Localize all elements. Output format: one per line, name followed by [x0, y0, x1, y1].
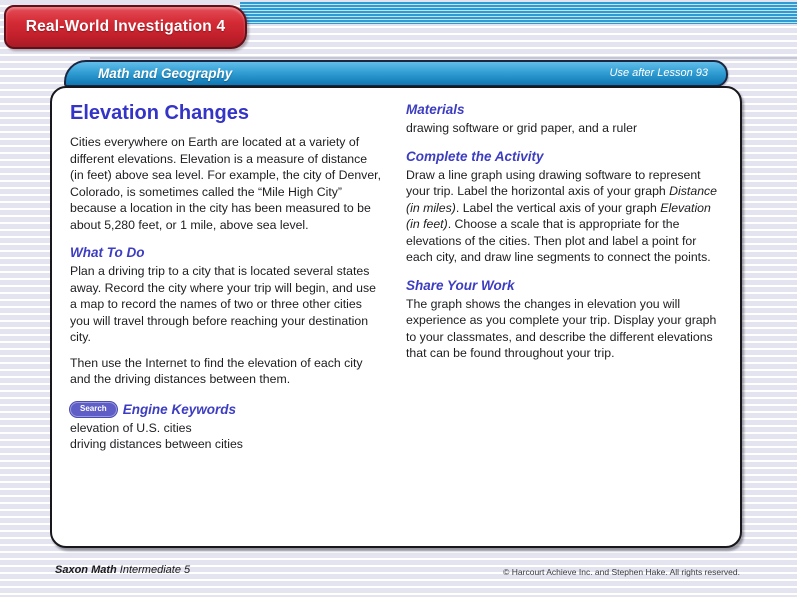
what-to-do-heading: What To Do — [70, 245, 145, 260]
page-title: Elevation Changes — [70, 102, 249, 124]
share-your-work-paragraph: The graph shows the changes in elevation you will experience as you complete your trip. Display your graph to your classmates, and describe the different elevations that can be found throughout your trip. — [406, 296, 717, 360]
lesson-reference: Use after Lesson 93 — [609, 67, 708, 79]
share-your-work-heading: Share Your Work — [406, 277, 515, 293]
keyword-item: driving distances between cities — [70, 437, 243, 451]
activity-text-segment: . Label the vertical axis of your graph — [455, 200, 661, 215]
top-pinstripe-decoration — [240, 2, 797, 24]
materials-text: drawing software or grid paper, and a ruler — [406, 121, 638, 135]
search-engine-keywords-header — [70, 402, 382, 417]
what-to-do-paragraph-2: Then use the Internet to find the elevation of each city and the driving distances between them. — [70, 355, 363, 386]
book-title — [55, 564, 190, 576]
left-column — [70, 100, 382, 546]
content-card — [50, 86, 742, 548]
book-title-series: Saxon Math — [55, 564, 117, 576]
right-column — [406, 100, 718, 546]
activity-text-segment: Draw a line graph using drawing software to represent your trip. Label the horizontal axis of your graph — [406, 167, 701, 198]
investigation-banner — [4, 5, 247, 49]
intro-paragraph: Cities everywhere on Earth are located at a variety of different elevations. Elevation is a measure of distance (in feet) above sea level. For example, the city of Denver, Colorado, is sometimes called the “Mile High City” because a location in the city has been measured to be about 5,280 feet, or 1 mile, above sea level. — [70, 135, 381, 232]
activity-text-segment: . Choose a scale that is appropriate for the elevations of the cities. Then plot and label a point for each city, and draw line segments to connect the points. — [406, 217, 711, 264]
axis-label-elevation: Elevation (in feet) — [406, 200, 711, 231]
search-badge: Search — [70, 402, 117, 417]
engine-keywords-heading: Engine Keywords — [122, 401, 236, 417]
what-to-do-paragraph-1: Plan a driving trip to a city that is located several states away. Record the city where your trip will begin, and use a map to record the names of two or three other cities you will travel through before reaching your destination city. — [70, 264, 376, 344]
complete-activity-heading: Complete the Activity — [406, 148, 544, 164]
investigation-banner-label: Real-World Investigation 4 — [25, 17, 226, 35]
book-title-level: Intermediate 5 — [119, 564, 191, 576]
materials-heading: Materials — [406, 102, 465, 117]
axis-label-distance: Distance (in miles) — [406, 184, 718, 215]
keyword-item: elevation of U.S. cities — [70, 420, 192, 435]
lesson-header-bar — [64, 60, 728, 87]
header-divider-line — [90, 57, 797, 59]
complete-activity-paragraph — [406, 167, 718, 266]
header-title: Math and Geography — [98, 65, 233, 81]
copyright-text: © Harcourt Achieve Inc. and Stephen Hake. All rights reserved. — [503, 567, 740, 577]
